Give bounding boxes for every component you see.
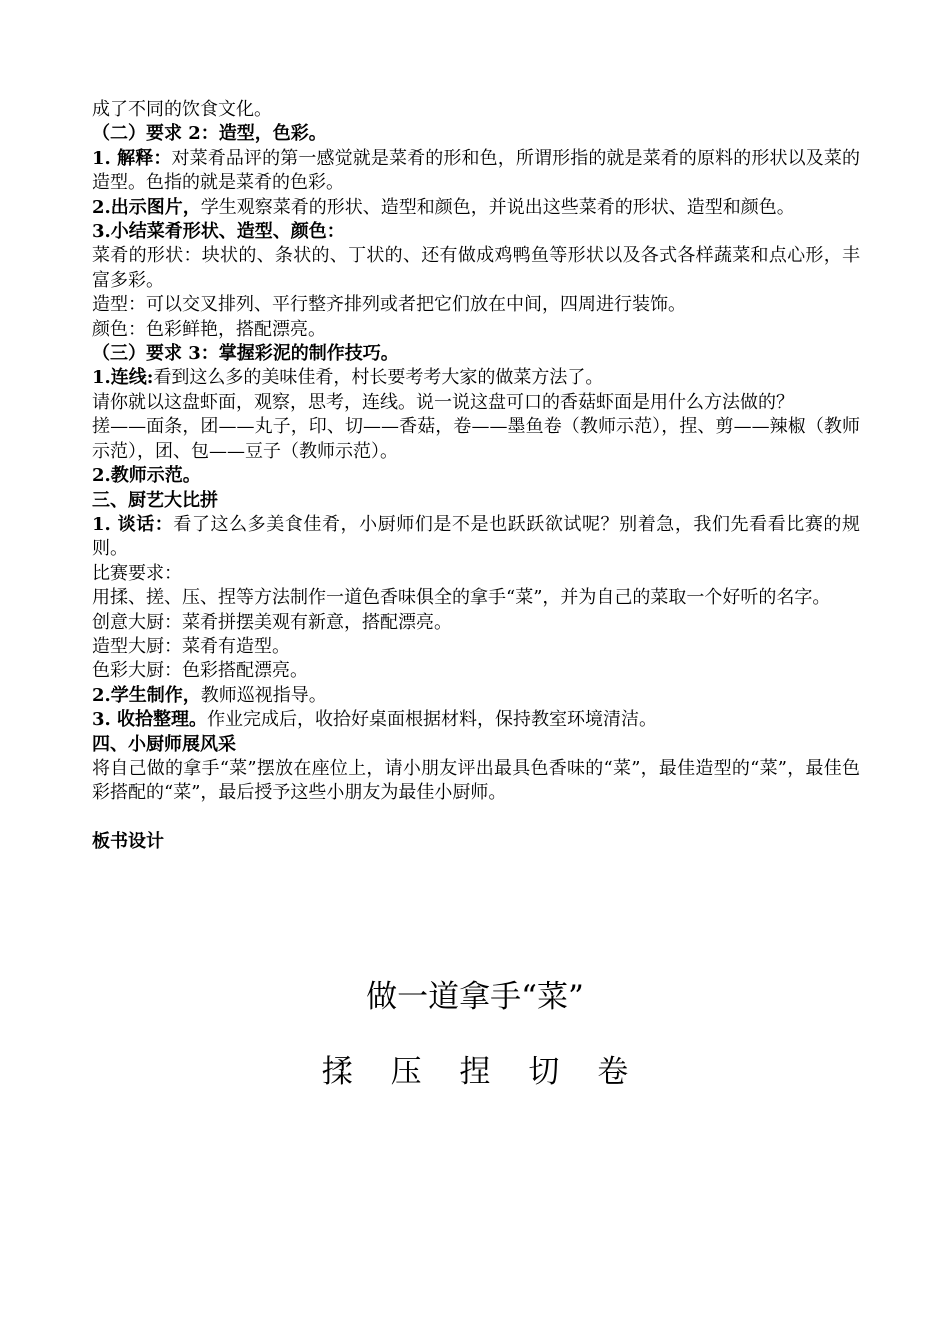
board-design-label: 板书设计 — [92, 830, 164, 852]
board-verb: 揉 — [321, 1054, 353, 1090]
lesson-body — [92, 98, 860, 854]
paragraph: 色彩大厨：色彩搭配漂亮。 — [92, 660, 308, 682]
board-verb: 切 — [528, 1054, 560, 1090]
section-heading: （三）要求 3：掌握彩泥的制作技巧。 — [92, 343, 399, 365]
paragraph: 1.连线:看到这么多的美味佳肴，村长要考考大家的做菜方法了。 — [92, 367, 604, 389]
paragraph: 成了不同的饮食文化。 — [92, 99, 272, 120]
paragraph: 请你就以这盘虾面，观察，思考，连线。说一说这盘可口的香菇虾面是用什么方法做的？ — [92, 391, 794, 413]
paragraph: 1. 谈话：看了这么多美食佳肴，小厨师们是不是也跃跃欲试呢？别着急，我们先看看比赛的规则。 — [92, 513, 860, 560]
paragraph: 2.学生制作，教师巡视指导。 — [92, 684, 327, 706]
board-verb: 捏 — [459, 1054, 491, 1090]
paragraph: 用揉、搓、压、捏等方法制作一道色香味俱全的拿手“菜”，并为自己的菜取一个好听的名字。 — [92, 587, 831, 609]
board-verbs — [0, 1050, 950, 1094]
board-title: 做一道拿手“菜” — [366, 979, 584, 1015]
paragraph: 造型：可以交叉排列、平行整齐排列或者把它们放在中间，四周进行装饰。 — [92, 294, 686, 316]
paragraph: 创意大厨：菜肴拼摆美观有新意，搭配漂亮。 — [92, 611, 452, 633]
board-verb: 卷 — [597, 1054, 629, 1090]
section-heading: 3.小结菜肴形状、造型、颜色： — [92, 221, 345, 243]
paragraph: 将自己做的拿手“菜”摆放在座位上，请小朋友评出最具色香味的“菜”，最佳造型的“菜”，最佳色彩搭配的“菜”，最后授予这些小朋友为最佳小厨师。 — [92, 757, 860, 804]
paragraph: 搓——面条，团——丸子，印、切——香菇，卷——墨鱼卷（教师示范），捏、剪——辣椒（教师示范），团、包——豆子（教师示范）。 — [92, 416, 860, 462]
section-heading: （二）要求 2：造型，色彩。 — [92, 123, 327, 145]
section-heading: 2.教师示范。 — [92, 465, 201, 487]
board-verb: 压 — [390, 1054, 422, 1090]
section-heading: 三、厨艺大比拼 — [92, 489, 218, 511]
paragraph: 1. 解释：对菜肴品评的第一感觉就是菜肴的形和色，所谓形指的就是菜肴的原料的形状以及菜的造型。色指的就是菜肴的色彩。 — [92, 147, 860, 194]
paragraph: 2.出示图片，学生观察菜肴的形状、造型和颜色，并说出这些菜肴的形状、造型和颜色。 — [92, 196, 795, 218]
paragraph: 颜色：色彩鲜艳，搭配漂亮。 — [92, 318, 326, 340]
paragraph: 菜肴的形状：块状的、条状的、丁状的、还有做成鸡鸭鱼等形状以及各式各样蔬菜和点心形，丰富多彩。 — [92, 245, 860, 291]
spacer — [92, 806, 860, 830]
section-heading: 四、小厨师展风采 — [92, 733, 236, 755]
paragraph: 比赛要求： — [92, 562, 182, 584]
paragraph: 造型大厨：菜肴有造型。 — [92, 635, 290, 657]
paragraph: 3. 收拾整理。作业完成后，收拾好桌面根据材料，保持教室环境清洁。 — [92, 709, 658, 731]
